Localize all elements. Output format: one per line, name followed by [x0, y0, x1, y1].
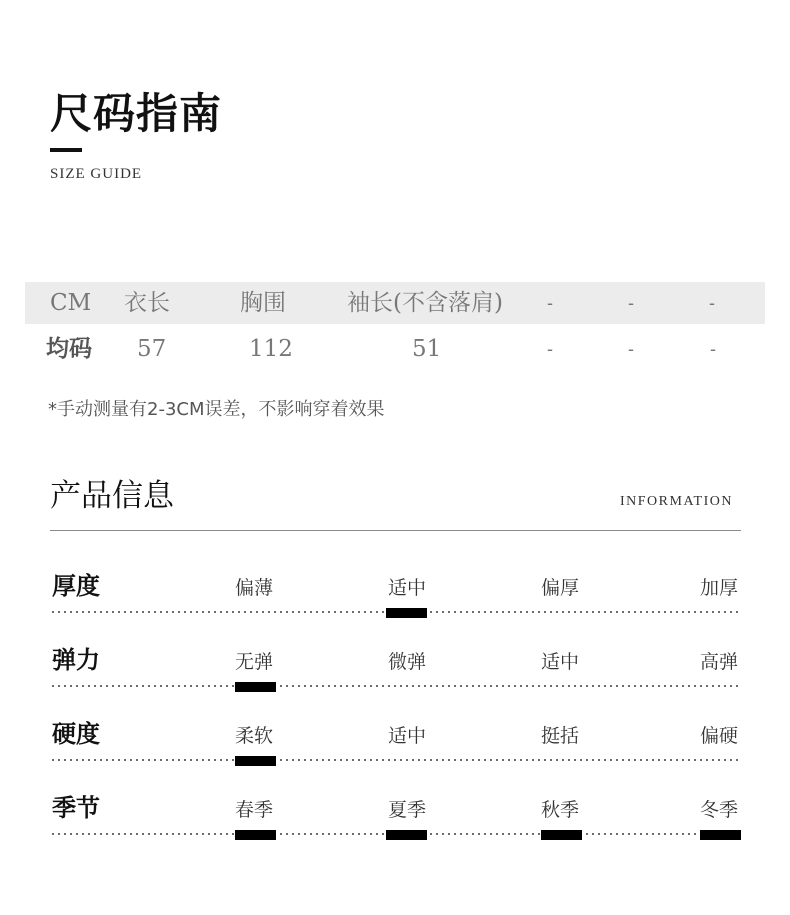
header-cell-empty-3: -: [709, 293, 715, 313]
attribute-name: 弹力: [52, 645, 100, 674]
dotted-scale-line: [50, 759, 741, 761]
attribute-name: 硬度: [52, 719, 100, 748]
dotted-scale-line: [50, 685, 741, 687]
attribute-option: 挺括: [541, 725, 580, 747]
attribute-option: 偏厚: [541, 577, 580, 599]
value-empty-1: -: [547, 339, 553, 359]
attribute-option: 无弹: [235, 651, 274, 673]
attribute-option: 微弹: [388, 651, 427, 673]
table-row: [25, 324, 765, 366]
section-divider: [50, 530, 741, 531]
attribute-option: 适中: [541, 651, 580, 673]
selected-option-marker: [235, 682, 276, 692]
title-underline: [50, 148, 82, 152]
header-cell-empty-1: -: [547, 293, 553, 313]
header-cell-chest: 胸围: [240, 290, 286, 316]
attribute-option: 秋季: [541, 799, 580, 821]
value-length: 57: [137, 336, 167, 362]
selected-option-marker: [541, 830, 582, 840]
value-chest: 112: [249, 336, 293, 362]
attribute-name: 季节: [52, 793, 100, 822]
attribute-option: 春季: [235, 799, 274, 821]
selected-option-marker: [235, 756, 276, 766]
section-subtitle: INFORMATION: [620, 494, 733, 509]
attribute-option: 偏硬: [700, 725, 739, 747]
section-title: 产品信息: [50, 478, 174, 514]
selected-option-marker: [235, 830, 276, 840]
attribute-name: 厚度: [52, 571, 100, 600]
header-cell-empty-2: -: [628, 293, 634, 313]
header-cell-length: 衣长: [124, 290, 170, 316]
value-sleeve: 51: [412, 336, 442, 362]
attribute-row: [50, 645, 741, 705]
attribute-row: [50, 719, 741, 779]
attribute-option: 高弹: [700, 651, 739, 673]
page-subtitle: SIZE GUIDE: [50, 166, 143, 182]
value-empty-2: -: [628, 339, 634, 359]
size-table-header: [25, 282, 765, 324]
selected-option-marker: [386, 830, 427, 840]
page-title: 尺码指南: [50, 89, 223, 138]
header-cell-sleeve: 袖长(不含落肩): [347, 290, 503, 316]
attribute-option: 夏季: [388, 799, 427, 821]
header-cell-unit: CM: [50, 290, 92, 316]
attribute-row: [50, 571, 741, 631]
value-empty-3: -: [710, 339, 716, 359]
attribute-row: [50, 793, 741, 853]
size-table: [25, 282, 765, 366]
attribute-option: 冬季: [700, 799, 739, 821]
attribute-option: 柔软: [235, 725, 274, 747]
selected-option-marker: [700, 830, 741, 840]
attribute-option: 偏薄: [235, 577, 274, 599]
attribute-option: 加厚: [700, 577, 739, 599]
attribute-option: 适中: [388, 725, 427, 747]
selected-option-marker: [386, 608, 427, 618]
attribute-option: 适中: [388, 577, 427, 599]
row-label: 均码: [46, 335, 92, 362]
measurement-note: *手动测量有2-3CM误差，不影响穿着效果: [48, 399, 385, 420]
